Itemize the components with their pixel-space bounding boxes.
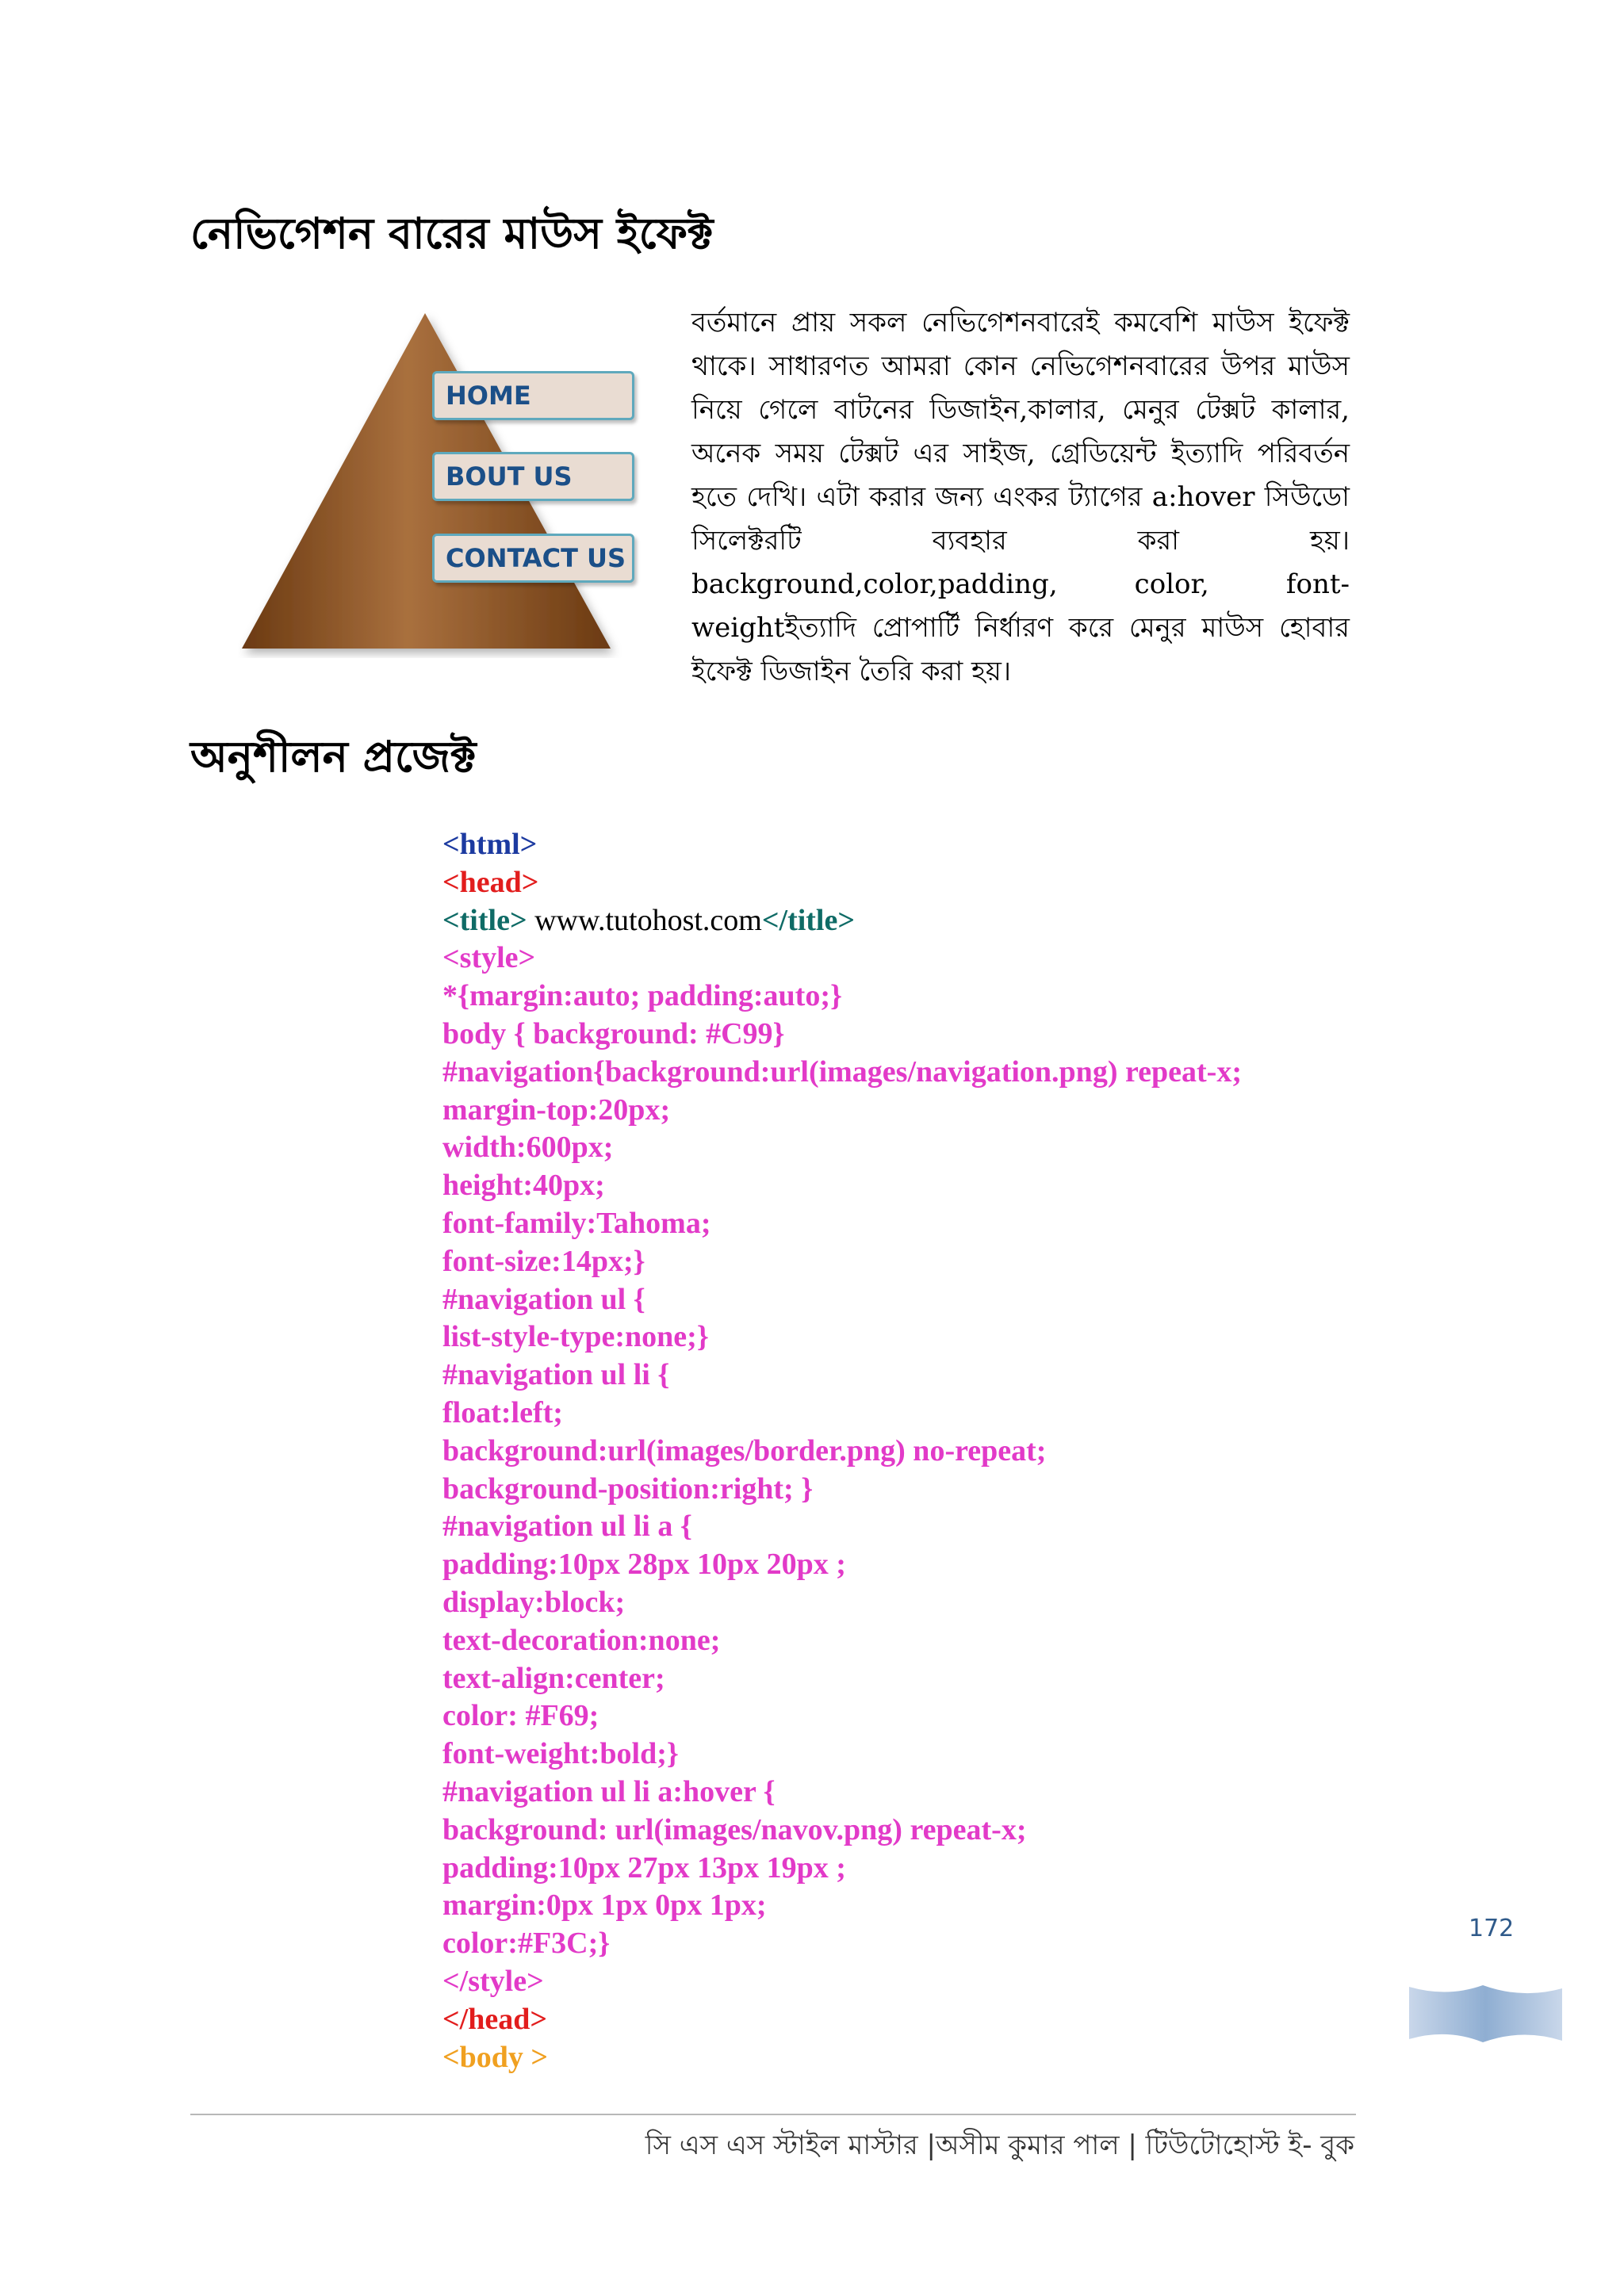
- css-line: #navigation{background:url(images/navigation.png) repeat-x;: [442, 1054, 1242, 1089]
- code-line-body-open: <body >: [442, 2040, 549, 2074]
- code-listing: [442, 826, 1242, 2076]
- css-line: padding:10px 27px 13px 19px ;: [442, 1850, 846, 1885]
- css-line: *{margin:auto; padding:auto;}: [442, 979, 842, 1013]
- css-line: #navigation ul li {: [442, 1358, 670, 1392]
- css-line: text-decoration:none;: [442, 1623, 721, 1657]
- css-line: font-weight:bold;}: [442, 1737, 679, 1771]
- nav-button-home: HOME: [432, 371, 634, 420]
- css-line: width:600px;: [442, 1131, 614, 1165]
- code-line-head-open: <head>: [442, 865, 539, 899]
- section-heading-nav-effect: নেভিগেশন বারের মাউস ইফেক্ট: [190, 209, 714, 258]
- footer-divider: [190, 2114, 1356, 2115]
- code-line-style-open: <style>: [442, 941, 536, 975]
- css-line: background: url(images/navov.png) repeat-x;: [442, 1812, 1027, 1846]
- css-line: background-position:right; }: [442, 1471, 814, 1506]
- css-line: height:40px;: [442, 1169, 605, 1203]
- css-line: text-align:center;: [442, 1661, 665, 1695]
- css-line: margin:0px 1px 0px 1px;: [442, 1888, 767, 1923]
- css-line: background:url(images/border.png) no-repeat;: [442, 1433, 1047, 1468]
- navigation-pyramid-figure: [238, 309, 642, 658]
- nav-effect-description: বর্তমানে প্রায় সকল নেভিগেশনবারেই কমবেশি মাউস ইফেক্ট থাকে। সাধারণত আমরা কোন নেভিগেশনবারের উপর মাউস নিয়ে গেলে বাটনের ডিজাইন,কালার, মেনুর টেক্সট কালার, অনেক সময় টেক্সট এর সাইজ, গ্রেডিয়েন্ট ইত্যাদি পরিবর্তন হতে দেখি। এটা করার জন্য এংকর ট্যাগের a:hover সিউডো সিলেক্টরটি ব্যবহার করা হয়। background,color,padding, color, font-weightইত্যাদি প্রোপার্টি নির্ধারণ করে মেনুর মাউস হোবার ইফেক্ট ডিজাইন তৈরি করা হয়।: [691, 307, 1350, 687]
- css-line: display:block;: [442, 1585, 626, 1619]
- page-corner-ornament: [1408, 1982, 1566, 2045]
- section-heading-practice: অনুশীলন প্রজেক্ট: [190, 732, 477, 782]
- code-line-head-close: </head>: [442, 2002, 547, 2036]
- css-line: font-family:Tahoma;: [442, 1206, 711, 1240]
- page-number: 172: [1469, 1915, 1515, 1942]
- css-line: float:left;: [442, 1395, 563, 1429]
- css-line: #navigation ul li a:hover {: [442, 1774, 776, 1808]
- css-line: body { background: #C99}: [442, 1016, 785, 1050]
- title-close-tag: </title>: [761, 903, 856, 937]
- code-line-title: [442, 902, 1242, 940]
- code-line-style-close: </style>: [442, 1964, 544, 1998]
- nav-button-contact: CONTACT US: [432, 534, 634, 583]
- title-open-tag: <title>: [442, 903, 527, 937]
- css-line: color: #F69;: [442, 1699, 599, 1733]
- css-line: list-style-type:none;}: [442, 1320, 709, 1354]
- css-line: padding:10px 28px 10px 20px ;: [442, 1548, 846, 1582]
- title-text: www.tutohost.com: [527, 903, 762, 937]
- css-line: margin-top:20px;: [442, 1093, 671, 1127]
- ribbon-shape: [1409, 1985, 1562, 2042]
- css-line: font-size:14px;}: [442, 1244, 645, 1278]
- nav-button-about: BOUT US: [432, 452, 634, 501]
- code-line-html-open: <html>: [442, 828, 538, 861]
- page-footer: সি এস এস স্টাইল মাস্টার |অসীম কুমার পাল | টিউটোহোস্ট ই- বুক: [645, 2130, 1354, 2161]
- css-line: color:#F3C;}: [442, 1927, 611, 1961]
- css-line: #navigation ul li a {: [442, 1510, 692, 1544]
- css-line: #navigation ul {: [442, 1282, 645, 1316]
